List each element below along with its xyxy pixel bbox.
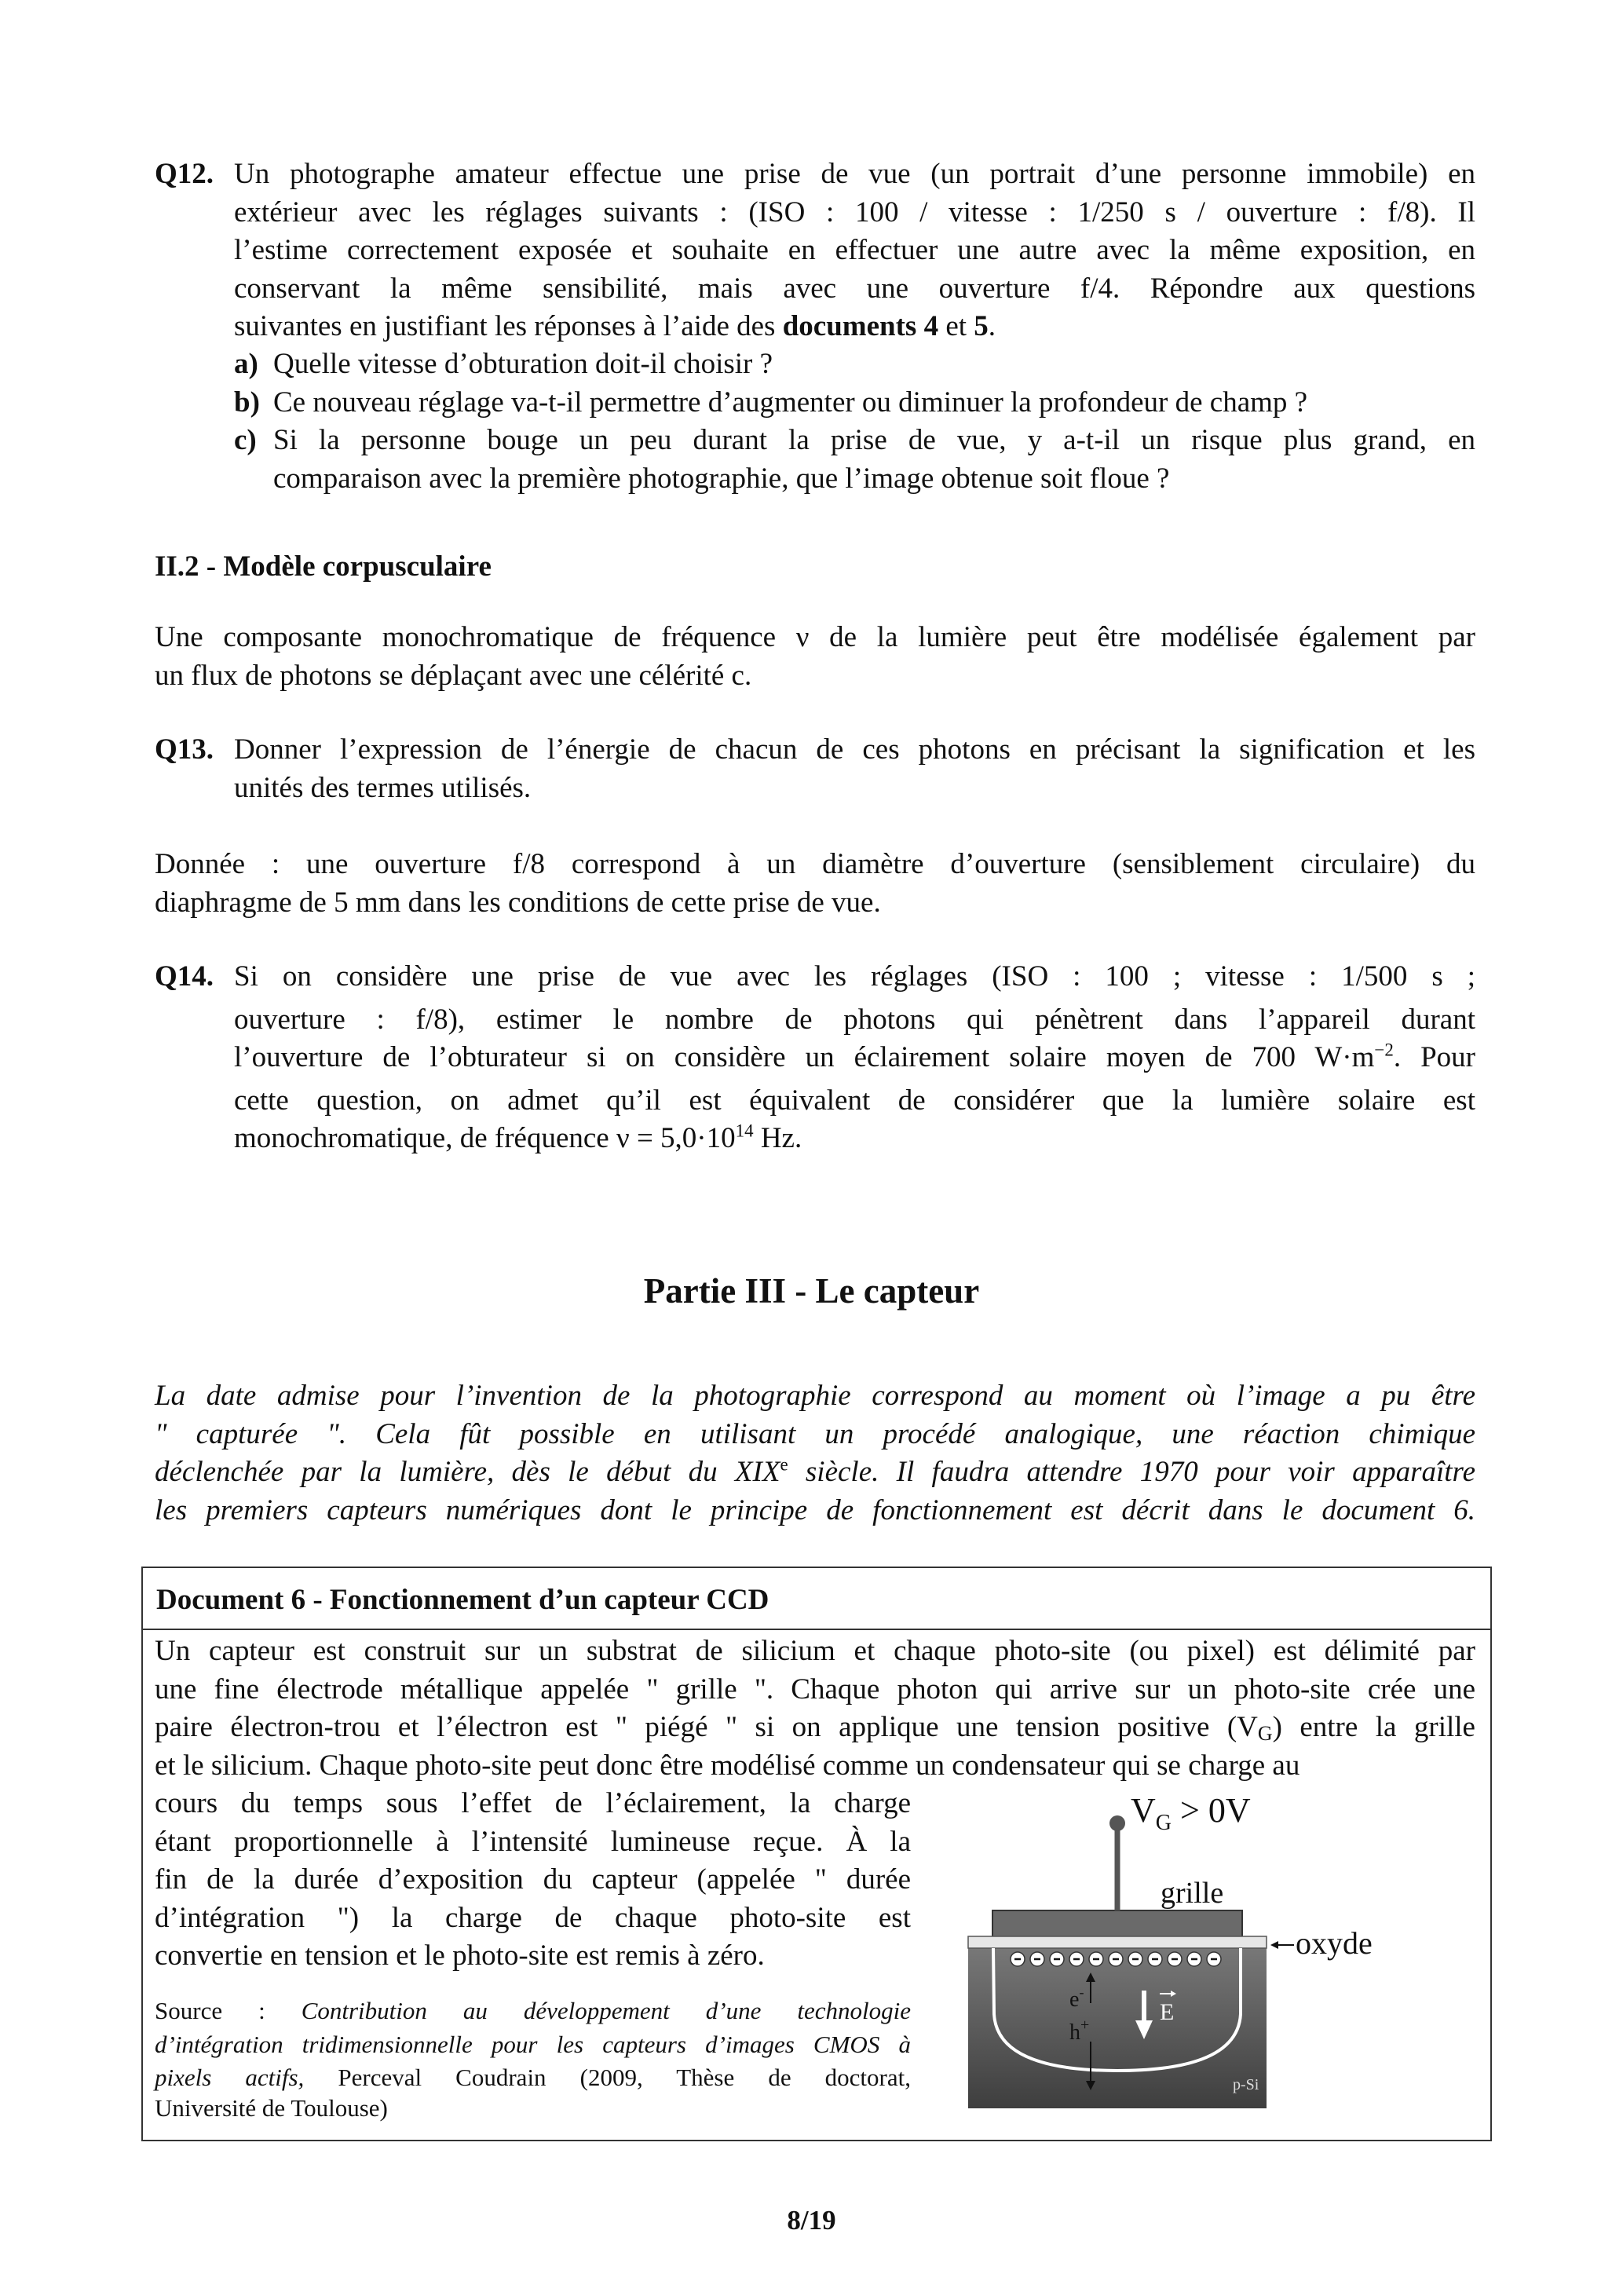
text-segment: G (1257, 1722, 1273, 1746)
text-segment: Perceval Coudrain (2009, Thèse de doctorat, (304, 2064, 911, 2091)
text-segment: Si on considère une prise de vue avec les réglages (ISO : 100 ; vitesse : 1/500 s ; (234, 960, 1475, 993)
text-segment: 5 (974, 310, 989, 342)
question-label-q13: Q13. (155, 733, 214, 766)
text-segment: étant proportionnelle à l’intensité lumineuse reçue. À la (155, 1825, 911, 1858)
text-segment: La date admise pour l’invention de la photographie correspond au moment où l’image a pu être (155, 1380, 1475, 1412)
oxyde-label: oxyde (1296, 1925, 1373, 1961)
gate-electrode (992, 1910, 1242, 1939)
text-segment: une fine électrode métallique appelée " grille ". Chaque photon qui arrive sur un photo-site crée une (155, 1673, 1475, 1706)
text-segment: Quelle vitesse d’obturation doit-il choisir ? (273, 348, 773, 380)
part-title: Partie III - Le capteur (643, 1271, 980, 1311)
question-label-q14: Q14. (155, 960, 214, 993)
text-segment: suivantes en justifiant les réponses à l’aide des (234, 310, 783, 342)
text-segment: d’intégration ") la charge de chaque photo-site est (155, 1901, 911, 1934)
field-label: E (1160, 1999, 1175, 2025)
text-segment: et le silicium. Chaque photo-site peut donc être modélisé comme un condensateur qui se charge au (155, 1749, 1300, 1782)
question-label-q12: Q12. (155, 158, 214, 190)
gate-terminal-icon (1109, 1815, 1125, 1831)
text-segment: paire électron-trou et l’électron est " piégé " si on applique une tension positive (V (155, 1711, 1258, 1743)
substrate-label: p-Si (1233, 2076, 1259, 2093)
text-segment: Source : (155, 1997, 302, 2024)
grille-label: grille (1161, 1877, 1224, 1910)
text-segment: l’estime correctement exposée et souhaite en effectuer une autre avec la même exposition, en (234, 234, 1475, 266)
text-segment: Un photographe amateur effectue une prise de vue (un portrait d’une personne immobile) en (234, 158, 1475, 190)
text-segment: cette question, on admet qu’il est équivalent de considérer que la lumière solaire est (234, 1084, 1475, 1117)
text-segment: 14 (735, 1121, 754, 1141)
text-segment: Si la personne bouge un peu durant la prise de vue, y a-t-il un risque plus grand, en (273, 424, 1475, 456)
text-segment: Contribution au développement d’une technologie (301, 1997, 911, 2024)
text-segment: cours du temps sous l’effet de l’éclairement, la charge (155, 1787, 911, 1819)
text-segment: e (780, 1454, 788, 1475)
text-segment: −2 (1374, 1040, 1394, 1060)
text-segment: et (938, 310, 974, 342)
subquestion-label-a: a) (234, 348, 258, 380)
hole-label: h+ (1069, 2016, 1090, 2045)
text-segment: Université de Toulouse) (155, 2093, 388, 2122)
text-segment: fin de la durée d’exposition du capteur (appelée " durée (155, 1863, 911, 1896)
text-segment: siècle. Il faudra attendre 1970 pour voir apparaître (788, 1456, 1475, 1488)
subquestion-label-c: c) (234, 424, 257, 456)
oxide-pointer-head-icon (1270, 1941, 1278, 1949)
oxide-layer (968, 1936, 1267, 1948)
gate-voltage-label: $V_G > 0V$ (1131, 1791, 1251, 1835)
text-segment: conservant la même sensibilité, mais avec une ouverture f/4. Répondre aux questions (234, 272, 1475, 305)
text-segment: convertie en tension et le photo-site est remis à zéro. (155, 1940, 765, 1972)
page-number: 8/19 (787, 2205, 836, 2236)
subquestion-label-b: b) (234, 386, 260, 419)
text-segment: Ce nouveau réglage va-t-il permettre d’augmenter ou diminuer la profondeur de champ ? (273, 386, 1308, 419)
text-segment: . (988, 310, 996, 342)
text-segment: comparaison avec la première photographie, que l’image obtenue soit floue ? (273, 462, 1170, 495)
text-segment: monochromatique, de fréquence ν = 5,0·10 (234, 1122, 736, 1154)
text-segment: un flux de photons se déplaçant avec une célérité c. (155, 659, 752, 692)
field-arrow-shaft (1142, 1991, 1146, 2022)
text-segment: Une composante monochromatique de fréquence ν de la lumière peut être modélisée également par (155, 621, 1475, 653)
text-segment: extérieur avec les réglages suivants : (ISO : 100 / vitesse : 1/250 s / ouverture : f/8). Il (234, 196, 1475, 229)
text-segment: d’intégration tridimensionnelle pour les capteurs d’images CMOS à (155, 2030, 911, 2058)
text-segment: pixels actifs, (155, 2064, 305, 2091)
text-segment: Hz. (753, 1122, 802, 1154)
text-segment: diaphragme de 5 mm dans les conditions de cette prise de vue. (155, 886, 881, 919)
text-segment: déclenchée par la lumière, dès le début du XIX (155, 1456, 780, 1488)
text-segment: ouverture : f/8), estimer le nombre de photons qui pénètrent dans l’appareil durant (234, 1003, 1475, 1036)
text-segment: ) entre la grille (1272, 1711, 1475, 1743)
document-6-title: Document 6 - Fonctionnement d’un capteur CCD (156, 1584, 769, 1616)
text-segment: . Pour (1393, 1041, 1475, 1073)
electron-row (1011, 1952, 1221, 1966)
electron-label: e- (1069, 1984, 1084, 2012)
text-segment: unités des termes utilisés. (234, 771, 532, 804)
text-segment: l’ouverture de l’obturateur si on considère un éclairement solaire moyen de 700 W·m (234, 1041, 1375, 1073)
section-heading-ii2: II.2 - Modèle corpusculaire (155, 550, 492, 583)
text-segment: Donnée : une ouverture f/8 correspond à un diamètre d’ouverture (sensiblement circulaire) du (155, 848, 1475, 880)
text-segment: Un capteur est construit sur un substrat de silicium et chaque photo-site (ou pixel) est délimité par (155, 1635, 1475, 1667)
text-segment: Donner l’expression de l’énergie de chacun de ces photons en précisant la signification et les (234, 733, 1475, 766)
text-segment: " capturée ". Cela fût possible en utilisant un procédé analogique, une réaction chimique (155, 1417, 1475, 1450)
text-segment: documents 4 (782, 310, 939, 342)
text-segment: les premiers capteurs numériques dont le principe de fonctionnement est décrit dans le document 6. (155, 1493, 1475, 1526)
